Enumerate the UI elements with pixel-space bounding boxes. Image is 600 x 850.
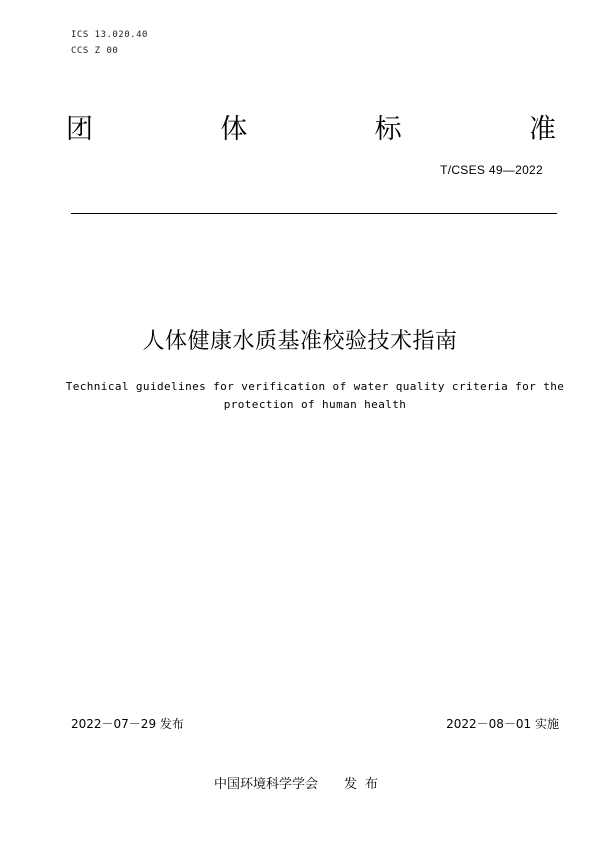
issue-date: 2022－07－29 发布 bbox=[71, 717, 184, 731]
ics-code: ICS 13.020.40 bbox=[71, 30, 148, 40]
title-en-line-1: Technical guidelines for verification of water quality criteria for the bbox=[65, 380, 565, 393]
heading-char-2: 体 bbox=[220, 114, 248, 145]
document-title-en bbox=[60, 378, 570, 414]
ccs-code: CCS Z 00 bbox=[71, 46, 119, 56]
header-divider bbox=[71, 213, 557, 214]
heading-char-3: 标 bbox=[374, 114, 402, 145]
publisher-org: 中国环境科学学会 bbox=[213, 777, 318, 792]
effective-date: 2022－08－01 实施 bbox=[446, 717, 559, 731]
publisher-line bbox=[0, 775, 600, 795]
group-standard-heading bbox=[66, 112, 556, 148]
document-title-cn: 人体健康水质基准校验技术指南 bbox=[142, 329, 458, 354]
standard-number: T/CSES 49—2022 bbox=[440, 163, 543, 177]
title-en-line-2: protection of human health bbox=[223, 398, 407, 411]
publisher-verb: 发布 bbox=[344, 777, 387, 792]
heading-char-1: 团 bbox=[66, 114, 93, 145]
heading-char-4: 准 bbox=[528, 114, 556, 145]
